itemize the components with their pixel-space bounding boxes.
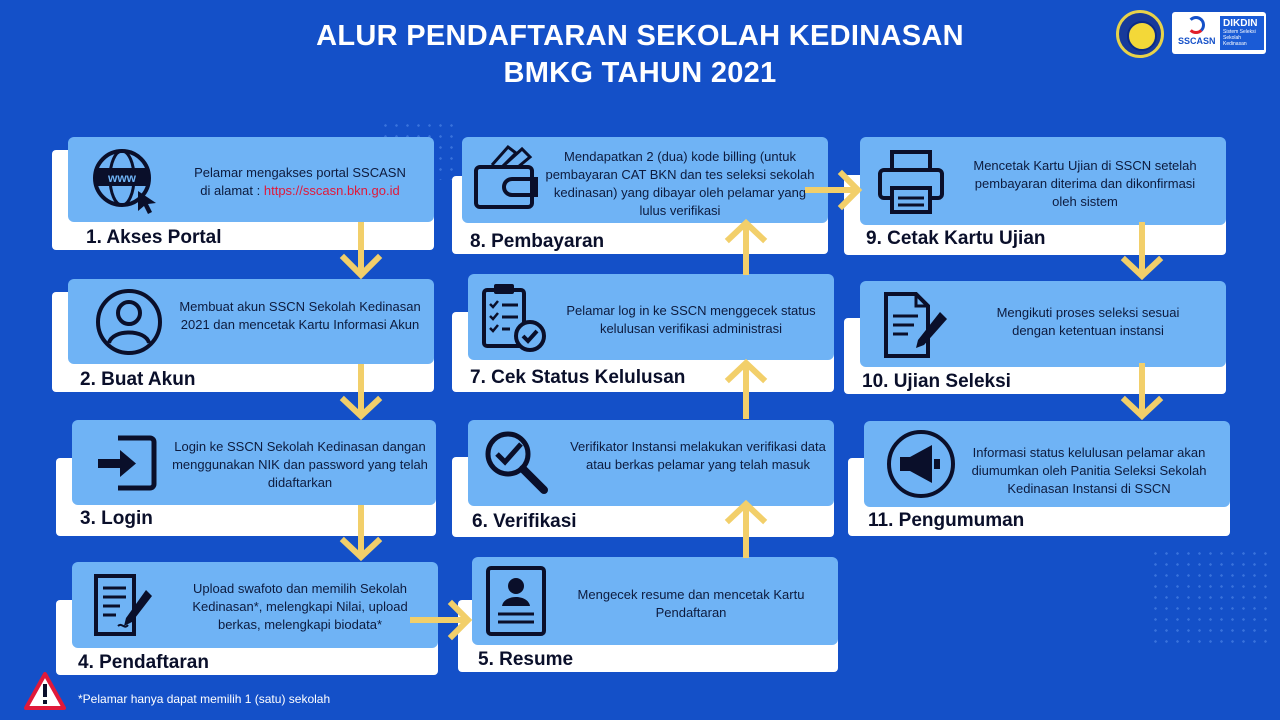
step-1-label: 1. Akses Portal	[86, 227, 222, 248]
footnote: *Pelamar hanya dapat memilih 1 (satu) sekolah	[78, 692, 331, 706]
step-6-label: 6. Verifikasi	[472, 511, 577, 532]
warning-icon	[24, 672, 66, 710]
step-2-description: Membuat akun SSCN Sekolah Kedinasan 2021 dan mencetak Kartu Informasi Akun	[179, 299, 421, 332]
step-7-description: Pelamar log in ke SSCN menggecek status kelulusan verifikasi administrasi	[566, 303, 816, 336]
step-1-description-prefix: di alamat :	[200, 183, 264, 198]
step-2-label: 2. Buat Akun	[80, 369, 196, 390]
sscasn-portal-link[interactable]: https://sscasn.bkn.go.id	[263, 183, 400, 198]
title-line-2: BMKG TAHUN 2021	[503, 57, 777, 89]
dikdin-logo-text: DIKDIN	[1223, 18, 1258, 29]
step-5-description: Mengecek resume dan mencetak Kartu Pendaftaran	[577, 587, 805, 620]
step-5-label: 5. Resume	[478, 649, 574, 670]
dikdin-logo-subtext: Sistem Seleksi Sekolah Kedinasan	[1223, 29, 1256, 47]
title-line-1: ALUR PENDAFTARAN SEKOLAH KEDINASAN	[316, 20, 964, 52]
step-4-label: 4. Pendaftaran	[78, 652, 209, 673]
svg-text:www: www	[107, 171, 137, 185]
step-1-description: Pelamar mengakses portal SSCASN	[194, 165, 406, 180]
step-11-description: Informasi status kelulusan pelamar akan diumumkan oleh Panitia Seleksi Sekolah Kedinasan Instansi di SSCN	[971, 445, 1207, 496]
step-7-label: 7. Cek Status Kelulusan	[470, 367, 686, 388]
step-8-description: Mendapatkan 2 (dua) kode billing (untuk pembayaran CAT BKN dan tes seleksi sekolah kedinasan) yang dibayar oleh pelamar yang lulus verifikasi	[545, 149, 815, 218]
step-10-label: 10. Ujian Seleksi	[862, 371, 1011, 392]
step-3-label: 3. Login	[80, 508, 153, 529]
step-6-description: Verifikator Instansi melakukan verifikasi data atau berkas pelamar yang telah masuk	[570, 439, 826, 472]
step-11-label: 11. Pengumuman	[868, 510, 1025, 531]
step-9-description: Mencetak Kartu Ujian di SSCN setelah pembayaran diterima dan dikonfirmasi oleh sistem	[973, 158, 1197, 209]
step-8-label: 8. Pembayaran	[470, 231, 605, 252]
step-3-description: Login ke SSCN Sekolah Kedinasan dangan menggunakan NIK dan password yang telah didaftarkan	[172, 439, 428, 490]
sscasn-logo-text: SSCASN	[1178, 36, 1216, 46]
step-10-description: Mengikuti proses seleksi sesuai dengan ketentuan instansi	[996, 305, 1180, 338]
step-4-description: Upload swafoto dan memilih Sekolah Kedinasan*, melengkapi Nilai, upload berkas, melengkapi biodata*	[192, 581, 408, 632]
step-9-label: 9. Cetak Kartu Ujian	[866, 228, 1046, 249]
